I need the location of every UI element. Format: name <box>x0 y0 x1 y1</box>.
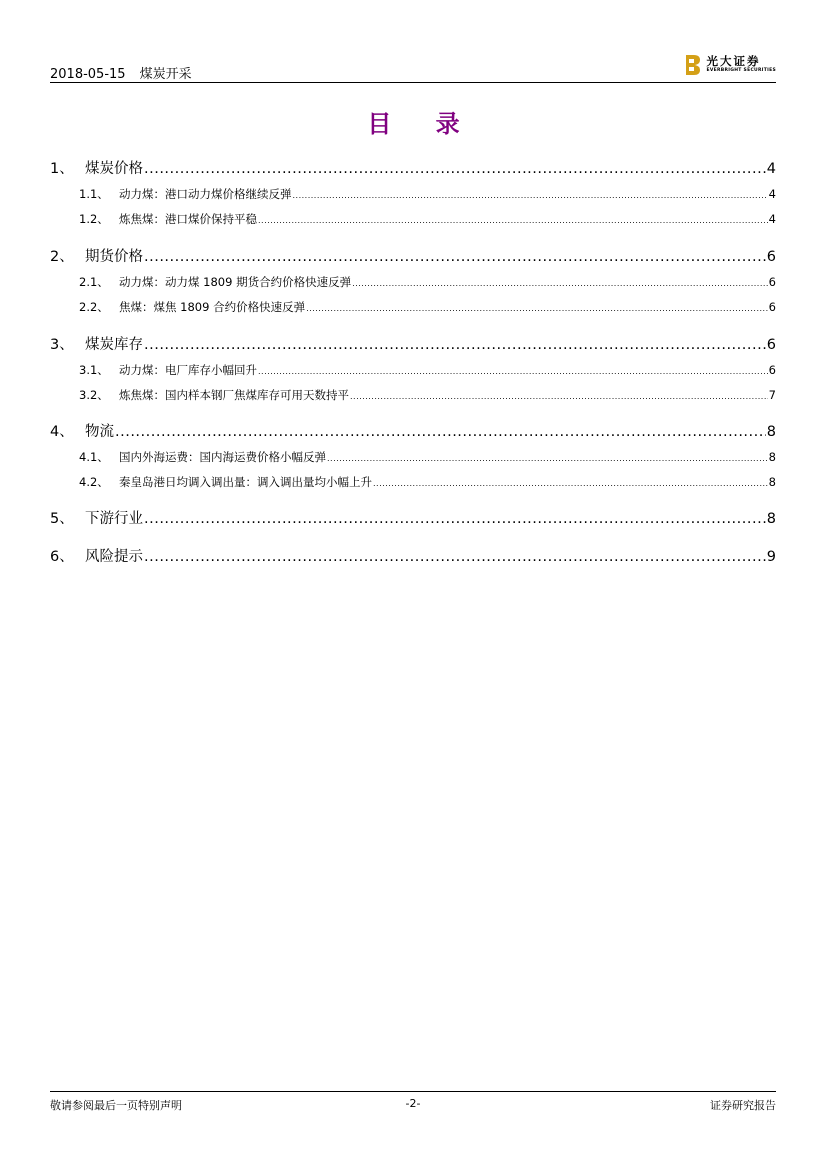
toc-entry-title: 煤炭价格 <box>85 161 143 177</box>
page-header <box>50 54 776 84</box>
toc-entry-title: 动力煤：港口动力煤价格继续反弹 <box>119 187 292 201</box>
toc-dot-leader <box>144 337 766 353</box>
toc-dot-leader <box>293 191 768 200</box>
toc-entry[interactable] <box>50 474 776 490</box>
toc-entry-title: 炼焦煤：国内样本钢厂焦煤库存可用天数持平 <box>119 388 349 402</box>
toc-entry-page: 4 <box>766 161 776 177</box>
toc-entry-number: 1.1、 <box>79 187 109 201</box>
toc-entry-number: 2.2、 <box>79 300 109 314</box>
toc-entry-number: 3.2、 <box>79 388 109 402</box>
toc-entry-page: 7 <box>768 388 776 402</box>
toc-entry[interactable] <box>50 274 776 290</box>
toc-entry-number: 3.1、 <box>79 363 109 377</box>
toc-dot-leader <box>144 549 766 565</box>
toc-entry-title: 焦煤：煤焦 1809 合约价格快速反弹 <box>119 300 306 314</box>
toc-entry[interactable] <box>50 449 776 465</box>
toc-entry-page: 4 <box>768 212 776 226</box>
toc-title: 目 录 <box>367 109 478 138</box>
toc-entry-number: 2、 <box>50 249 74 265</box>
toc-entry-number: 1、 <box>50 161 74 177</box>
logo-chinese-name: 光大证券 <box>706 54 761 68</box>
logo-english-name: EVERBRIGHT SECURITIES <box>706 68 776 73</box>
toc-entry-page: 4 <box>768 187 776 201</box>
toc-entry[interactable] <box>50 333 776 354</box>
toc-entry-title: 秦皇岛港日均调入调出量：调入调出量均小幅上升 <box>119 475 372 489</box>
toc-entry-number: 4.2、 <box>79 475 109 489</box>
toc-entry-page: 6 <box>766 249 776 265</box>
toc-entry[interactable] <box>50 299 776 315</box>
toc-entry-page: 8 <box>766 424 776 440</box>
toc-entry[interactable] <box>50 387 776 403</box>
toc-entry-title: 国内外海运费：国内海运费价格小幅反弹 <box>119 450 326 464</box>
company-logo <box>685 54 776 78</box>
header-section: 煤炭开采 <box>139 67 192 82</box>
toc-entry[interactable] <box>50 545 776 566</box>
toc-entry-title: 动力煤：电厂库存小幅回升 <box>119 363 257 377</box>
toc-entry[interactable] <box>50 186 776 202</box>
toc-entry-title: 物流 <box>85 424 114 440</box>
toc-entry-number: 1.2、 <box>79 212 109 226</box>
toc-entry-title: 风险提示 <box>85 549 143 565</box>
header-divider <box>50 82 776 83</box>
toc-entry-page: 6 <box>768 363 776 377</box>
toc-entry-page: 6 <box>768 300 776 314</box>
toc-dot-leader <box>258 216 768 225</box>
toc-entry-title: 炼焦煤：港口煤价保持平稳 <box>119 212 257 226</box>
header-text <box>50 63 192 82</box>
toc-entry-number: 3、 <box>50 337 74 353</box>
toc-dot-leader <box>350 392 768 401</box>
toc-entry[interactable] <box>50 420 776 441</box>
toc-entry-number: 2.1、 <box>79 275 109 289</box>
toc-dot-leader <box>144 249 766 265</box>
toc-dot-leader <box>144 511 766 527</box>
toc-entry-title: 下游行业 <box>85 511 143 527</box>
toc-entry[interactable] <box>50 245 776 266</box>
page-number: -2- <box>405 1097 421 1110</box>
page-footer <box>50 1095 776 1115</box>
toc-entry-number: 5、 <box>50 511 74 527</box>
logo-mark-icon <box>685 54 701 76</box>
toc-entry[interactable] <box>50 362 776 378</box>
toc-entry-title: 期货价格 <box>85 249 143 265</box>
toc-entry-number: 4.1、 <box>79 450 109 464</box>
toc-entry-page: 8 <box>768 450 776 464</box>
toc-entry[interactable] <box>50 507 776 528</box>
toc-dot-leader <box>327 454 768 463</box>
toc-entry-number: 6、 <box>50 549 74 565</box>
toc-entry-page: 8 <box>768 475 776 489</box>
toc-dot-leader <box>352 279 768 288</box>
footer-report-type: 证券研究报告 <box>710 1099 776 1112</box>
toc-entry-number: 4、 <box>50 424 74 440</box>
toc-entry-page: 8 <box>766 511 776 527</box>
header-date: 2018-05-15 <box>50 67 126 82</box>
toc-dot-leader <box>373 479 768 488</box>
toc-dot-leader <box>144 161 766 177</box>
footer-divider <box>50 1091 776 1092</box>
toc-entry[interactable] <box>50 157 776 178</box>
toc-entry-page: 6 <box>766 337 776 353</box>
toc-entry-page: 9 <box>766 549 776 565</box>
toc-entry[interactable] <box>50 211 776 227</box>
toc-entry-title: 动力煤：动力煤 1809 期货合约价格快速反弹 <box>119 275 352 289</box>
toc-dot-leader <box>306 304 768 313</box>
toc-dot-leader <box>258 367 768 376</box>
toc-entry-page: 6 <box>768 275 776 289</box>
toc-dot-leader <box>115 424 766 440</box>
footer-disclaimer: 敬请参阅最后一页特别声明 <box>50 1099 182 1112</box>
toc-entry-title: 煤炭库存 <box>85 337 143 353</box>
